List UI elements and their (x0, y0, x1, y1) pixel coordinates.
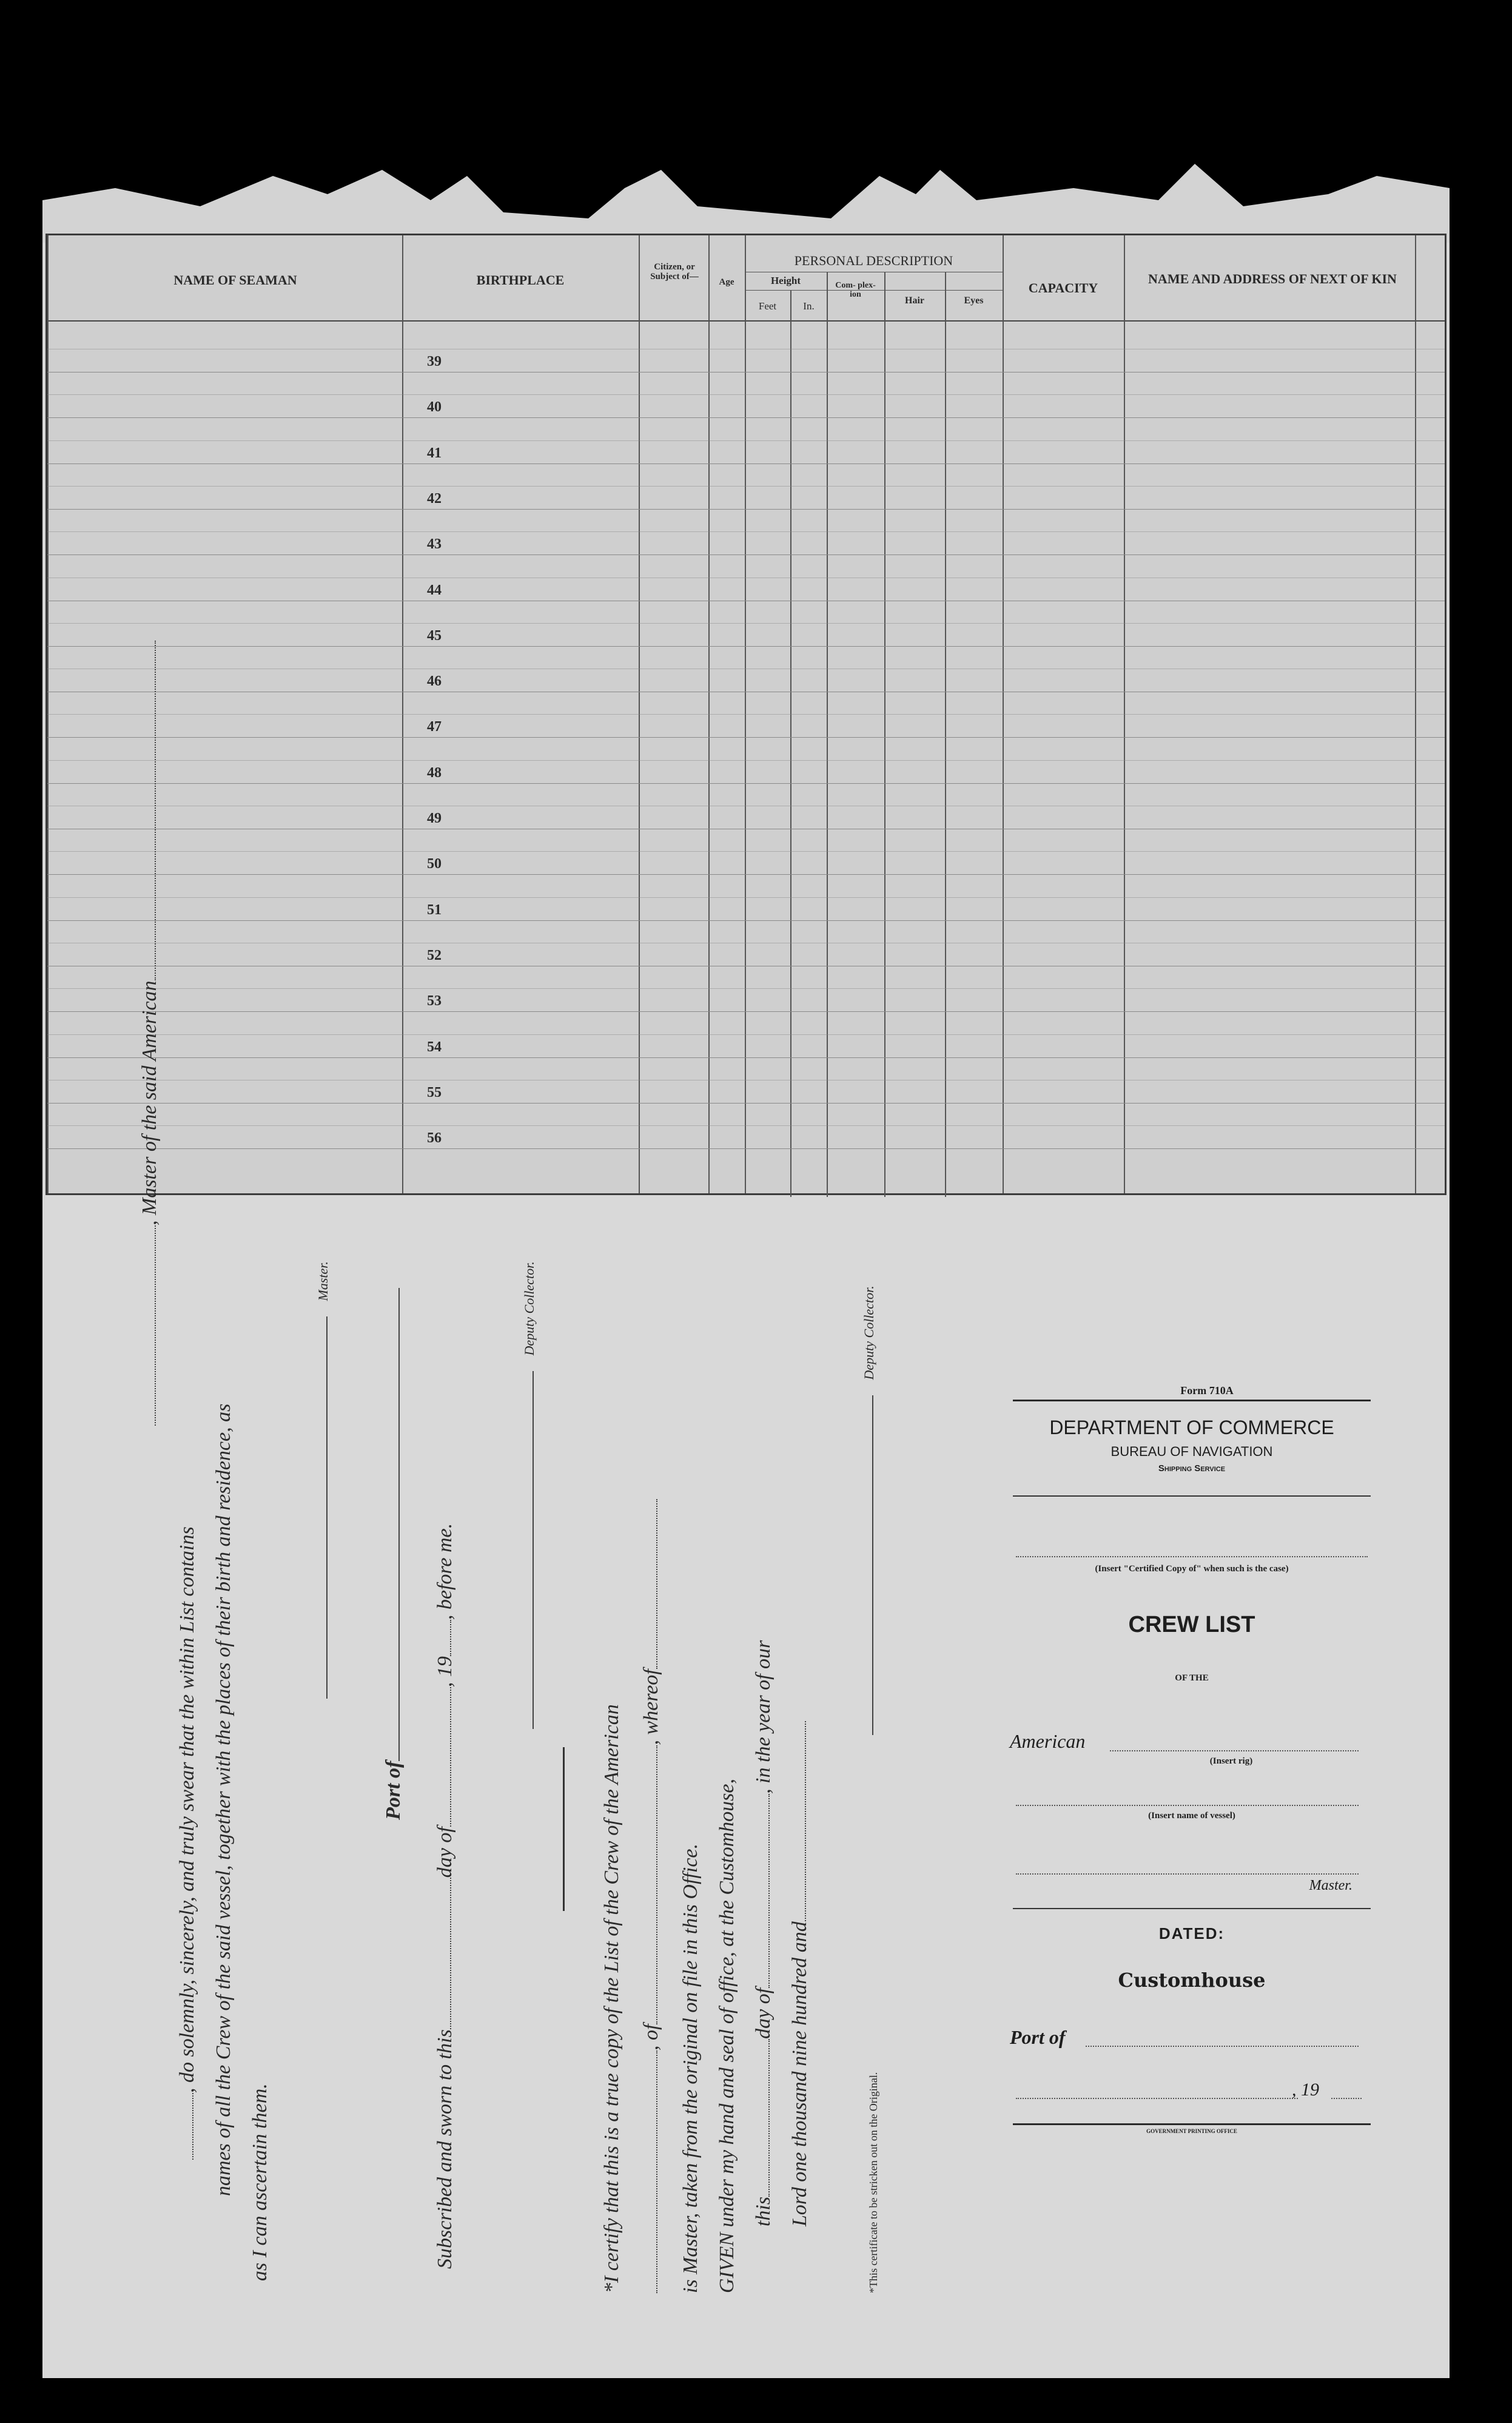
row-number: 42 (427, 490, 442, 507)
header-age: Age (719, 277, 734, 287)
header-name-of-seaman: NAME OF SEAMAN (173, 272, 297, 288)
row-number: 48 (427, 764, 442, 781)
certified-copy-line (1016, 1556, 1368, 1557)
row-number: 40 (427, 399, 442, 416)
ledger-row-line (47, 417, 1445, 418)
row-number: 54 (427, 1039, 442, 1055)
header-capacity: CAPACITY (1028, 280, 1098, 295)
row-number: 52 (427, 947, 442, 963)
customhouse-label: Customhouse (1118, 1969, 1266, 1992)
ledger-row-subline (47, 440, 1445, 441)
service-heading: Shipping Service (1158, 1463, 1226, 1474)
row-number: 43 (427, 536, 442, 553)
ledger-row-subline (47, 760, 1445, 761)
port-line (1086, 2046, 1359, 2047)
oath-line-2: , do solemnly, sincerely, and truly swear that the within List contains (176, 1526, 199, 2160)
ledger-row-subline (47, 623, 1445, 624)
certificate-line-5: Lord one thousand nine hundred and (788, 1721, 811, 2293)
row-number: 41 (427, 445, 442, 461)
certificate-line-2: is Master, taken from the original on file in this Office. (679, 1843, 702, 2293)
row-number: 45 (427, 627, 442, 644)
bureau-heading: BUREAU OF NAVIGATION (1110, 1444, 1273, 1459)
ledger-row-subline (47, 1034, 1445, 1035)
header-birthplace: BIRTHPLACE (476, 272, 565, 288)
cover-bottom-rule (1013, 2123, 1371, 2125)
row-number: 51 (427, 901, 442, 918)
oath-line-1: , Master of the said American (138, 641, 161, 1426)
ledger-row-line (47, 554, 1445, 555)
row-number: 49 (427, 810, 442, 826)
oath-divider (563, 1747, 565, 1911)
certificate-line-1: *I certify that this is a true copy of the List of the Crew of the American (600, 1704, 623, 2293)
header-personal-description: PERSONAL DESCRIPTION (794, 253, 953, 268)
ledger-row-subline (47, 897, 1445, 898)
header-hair: Hair (905, 295, 924, 306)
header-feet: Feet (758, 300, 777, 312)
ledger-row-line (47, 737, 1445, 738)
certificate-footnote: *This certificate to be stricken out on the Original. (867, 2072, 879, 2293)
row-number: 50 (427, 856, 442, 872)
ledger-row-subline (47, 1125, 1445, 1126)
crew-list-title: CREW LIST (1128, 1612, 1255, 1637)
header-complexion: Com- plex- ion (835, 281, 876, 299)
ledger-row-subline (47, 486, 1445, 487)
master-line (1016, 1873, 1359, 1875)
header-height: Height (770, 275, 801, 286)
vessel-name-line (1016, 1805, 1359, 1806)
torn-top-edge (42, 152, 1450, 243)
ledger-row-subline (47, 851, 1445, 852)
ledger-row-line (47, 1148, 1445, 1149)
row-number: 44 (427, 582, 442, 598)
row-number: 47 (427, 719, 442, 735)
ledger-row-line (47, 1011, 1445, 1012)
certified-note: (Insert "Certified Copy of" when such is the case) (1095, 1564, 1289, 1574)
cover-rule-2 (1013, 1495, 1371, 1497)
ledger-row-line (47, 783, 1445, 784)
ledger-row-subline (47, 988, 1445, 989)
row-number: 55 (427, 1084, 442, 1100)
header-next-of-kin: NAME AND ADDRESS OF NEXT OF KIN (1148, 271, 1397, 286)
department-heading: DEPARTMENT OF COMMERCE (1049, 1417, 1334, 1438)
master-label-cover: Master. (1309, 1878, 1352, 1893)
deputy-collector-1: Deputy Collector. (522, 1261, 537, 1729)
row-number: 56 (427, 1130, 442, 1147)
certificate-of-whereof: , of, whereof (640, 1499, 663, 2293)
ledger-row-line (47, 874, 1445, 875)
of-the-label: OF THE (1175, 1673, 1209, 1683)
insert-rig-note: (Insert rig) (1209, 1756, 1253, 1766)
deputy-collector-2: Deputy Collector. (861, 1286, 877, 1735)
crew-ledger-table (45, 234, 1446, 1195)
year-line (1331, 2098, 1362, 2099)
header-inches: In. (803, 300, 815, 312)
american-label: American (1010, 1730, 1086, 1752)
cover-top-rule (1013, 1400, 1371, 1401)
ledger-row-line (47, 1057, 1445, 1058)
ledger-row-line (47, 920, 1445, 921)
certificate-this-day: thisday of, in the year of our (752, 1640, 774, 2226)
oath-line-4: as I can ascertain them. (249, 2083, 271, 2281)
ledger-row-line (47, 1103, 1445, 1104)
year-19-label: , 19 (1292, 2080, 1319, 2100)
cover-rule-3 (1013, 1908, 1371, 1909)
date-line (1016, 2098, 1298, 2099)
row-number: 53 (427, 993, 442, 1009)
form-number: Form 710A (1180, 1384, 1234, 1397)
header-citizen: Citizen, or Subject of— (650, 262, 699, 281)
master-signature-line: Master. (315, 1261, 331, 1699)
rig-line (1110, 1750, 1359, 1751)
row-number: 46 (427, 673, 442, 690)
port-of-label: Port of (1010, 2026, 1066, 2048)
ledger-row-subline (47, 394, 1445, 395)
ledger-row-line (47, 509, 1445, 510)
ledger-row-subline (47, 714, 1445, 715)
ledger-row-line (47, 463, 1445, 464)
header-eyes: Eyes (964, 295, 984, 306)
oath-port-of: Port of (382, 1288, 405, 1820)
oath-subscribed: Subscribed and sworn to thisday of, 19, before me. (434, 1523, 456, 2269)
ledger-row-subline (47, 531, 1445, 532)
row-number: 39 (427, 354, 442, 369)
certificate-line-3: GIVEN under my hand and seal of office, at the Customhouse, (716, 1778, 738, 2293)
ledger-row-line (47, 646, 1445, 647)
insert-name-note: (Insert name of vessel) (1148, 1811, 1235, 1821)
oath-line-3: names of all the Crew of the said vessel, together with the places of their birth and residence, as (212, 1403, 235, 2196)
dated-label: DATED: (1158, 1924, 1225, 1943)
printer-label: GOVERNMENT PRINTING OFFICE (1146, 2128, 1237, 2134)
